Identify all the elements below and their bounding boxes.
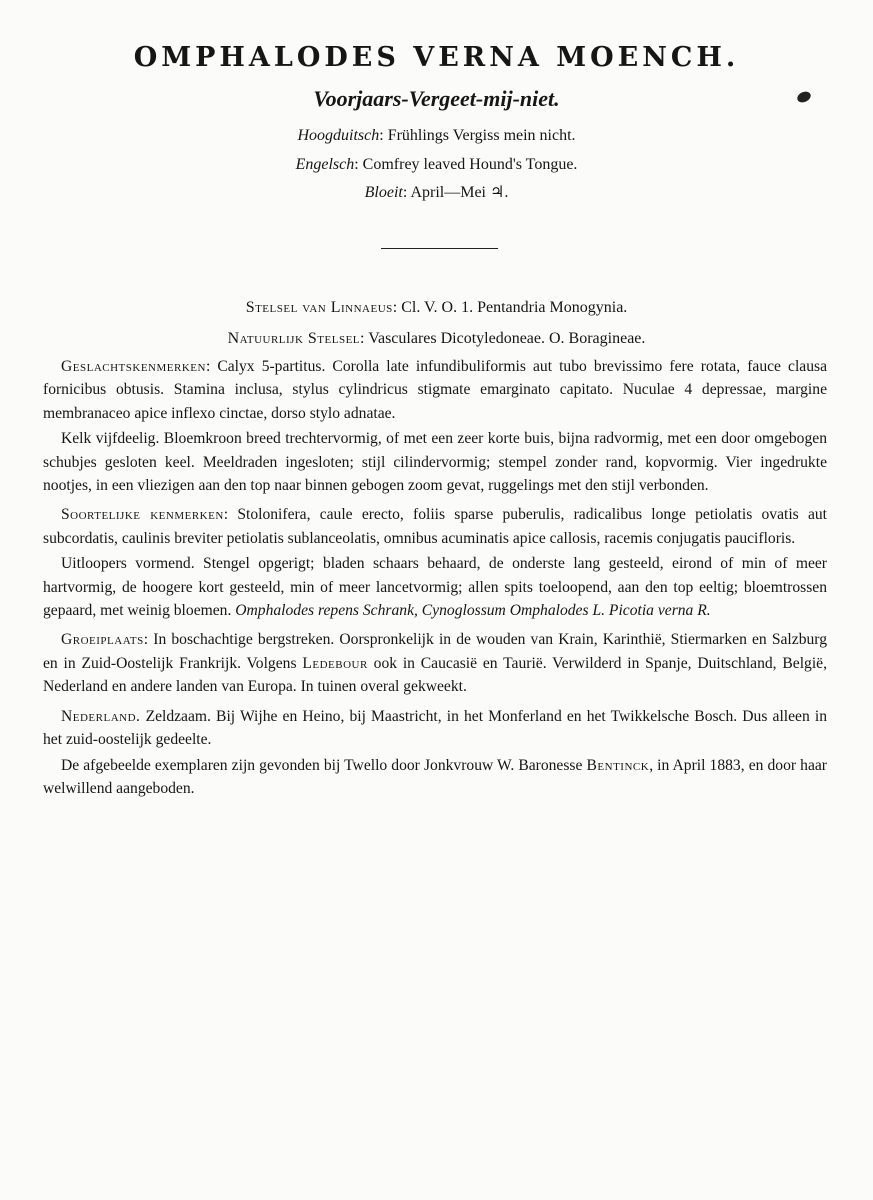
species-title: OMPHALODES VERNA MOENCH.	[133, 42, 740, 73]
synonyms-text: Omphalodes repens Schrank, Cynoglossum Omphalodes L. Picotia verna R.	[235, 602, 711, 620]
genus-label: Geslachtskenmerken	[61, 358, 206, 375]
ledebour-name: Ledebour	[302, 654, 368, 672]
natural-system-line: Natuurlijk Stelsel: Vasculares Dicotyledoneae. O. Boragineae.	[227, 330, 646, 347]
genus-latin-text: Calyx 5-partitus. Corolla late infundibuliformis aut tubo brevissimo fere rotata, fauce clausa fornicibus obtusis. Stamina inclusa, stylus cylindricus stigmate emarginato capitato. Nuculae 4 depressae, margine membranaceo apice inflexo cinctae, dorso stylo adnatae.	[43, 358, 828, 422]
english-name-line: Engelsch: Comfrey leaved Hound's Tongue.	[295, 156, 578, 173]
dutch-common-name: Voorjaars-Vergeet-mij-niet.	[313, 86, 560, 111]
linnaeus-system-line: Stelsel van Linnaeus: Cl. V. O. 1. Pentandria Monogynia.	[245, 299, 628, 316]
species-latin-text: Stolonifera, caule erecto, foliis sparse puberulis, radicalibus longe petiolatis ovatis aut subcordatis, caulinis breviter petiolatis sublanceolatis, omnibus acuminatis apice callosis, racemis conjugatis paucifloris.	[43, 506, 827, 547]
english-name: Comfrey leaved Hound's Tongue.	[362, 156, 578, 173]
description-body	[43, 355, 827, 806]
natural-system-value: Vasculares Dicotyledoneae. O. Boragineae.	[368, 330, 646, 347]
habitat-text-1: In boschachtige bergstreken. Oorspronkelijk in de wouden van Krain, Karinthië, Stiermarken en Salzburg en in Zuid-Oostelijk Frankrijk. Volgens	[43, 631, 827, 672]
species-latin-paragraph: Soortelijke kenmerken: Stolonifera, caule erecto, foliis sparse puberulis, radicalibus longe petiolatis ovatis aut subcordatis, caulinis breviter petiolatis sublanceolatis, omnibus acuminatis apice callosis, racemis conjugatis paucifloris.	[43, 506, 827, 547]
species-dutch-text: Uitloopers vormend. Stengel opgerigt; bladen schaars behaard, de onderste lang gesteeld, eirond of min of meer hartvormig, de hoogere kort gesteeld, min of meer lancetvormig; allen spits toeloopend, aan den top eeltig; bloemtrossen gepaard, met weinig bloemen.	[43, 555, 827, 620]
species-dutch-paragraph	[43, 552, 827, 622]
netherlands-text: Zeldzaam. Bij Wijhe en Heino, bij Maastricht, in het Monferland en het Twikkelsche Bosch. Dus alleen in het zuid-oostelijk gedeelte.	[43, 707, 827, 749]
specimen-text-1: De afgebeelde exemplaren zijn gevonden bij Twello door Jonkvrouw W. Baronesse	[61, 756, 583, 774]
netherlands-paragraph	[43, 705, 827, 752]
genus-dutch-text: Kelk vijfdeelig. Bloemkroon breed trechtervormig, of met een zeer korte buis, bijna radvormig, met een door omgebogen schubjes gesloten keel. Meeldraden ingesloten; stijl cilindervormig; stempel zonder rand, kopvormig. Vier ingedrukte nootjes, in een vliezigen aan den top naar binnen gebogen zoom gevat, ruggelings met den stijl verbonden.	[43, 430, 827, 495]
natural-system-label: Natuurlijk Stelsel	[227, 330, 361, 347]
linnaeus-label: Stelsel van Linnaeus	[245, 299, 393, 316]
netherlands-label: Nederland.	[61, 707, 141, 725]
german-name: Frühlings Vergiss mein nicht.	[387, 127, 576, 144]
english-label: Engelsch	[295, 156, 355, 173]
habitat-label: Groeiplaats	[61, 631, 144, 649]
bentinck-name: Bentinck	[586, 756, 650, 774]
flowering-label: Bloeit	[364, 184, 403, 201]
german-label: Hoogduitsch	[297, 127, 380, 144]
specimen-paragraph	[43, 754, 827, 801]
genus-latin-paragraph: Geslachtskenmerken: Calyx 5-partitus. Corolla late infundibuliformis aut tubo brevissimo fere rotata, fauce clausa fornicibus obtusis. Stamina inclusa, stylus cylindricus stigmate emarginato capitato. Nuculae 4 depressae, margine membranaceo apice inflexo cinctae, dorso stylo adnatae.	[43, 358, 828, 422]
species-label: Soortelijke kenmerken	[61, 506, 224, 524]
habitat-paragraph: Groeiplaats: In boschachtige bergstreken. Oorspronkelijk in de wouden van Krain, Karinthië, Stiermarken en Salzburg en in Zuid-Oostelijk Frankrijk. Volgens Ledebour ook in Caucasië en Taurië. Verwilderd in Spanje, Duitschland, België, Nederland en andere landen van Europa. In tuinen overal gekweekt.	[43, 631, 827, 696]
specimen-text-2: , in April 1883, en door haar welwillend aangeboden.	[43, 756, 827, 797]
divider-rule	[381, 248, 498, 249]
habitat-text-2: ook in Caucasië en Taurië. Verwilderd in Spanje, Duitschland, België, Nederland en andere landen van Europa. In tuinen overal gekweekt.	[43, 654, 827, 696]
flowering-line: Bloeit: April—Mei ♃.	[364, 184, 509, 201]
flowering-period: April—Mei ♃.	[410, 184, 509, 201]
genus-dutch-paragraph	[43, 427, 827, 497]
linnaeus-value: Cl. V. O. 1. Pentandria Monogynia.	[401, 299, 628, 316]
german-name-line: Hoogduitsch: Frühlings Vergiss mein nicht.	[297, 127, 576, 144]
